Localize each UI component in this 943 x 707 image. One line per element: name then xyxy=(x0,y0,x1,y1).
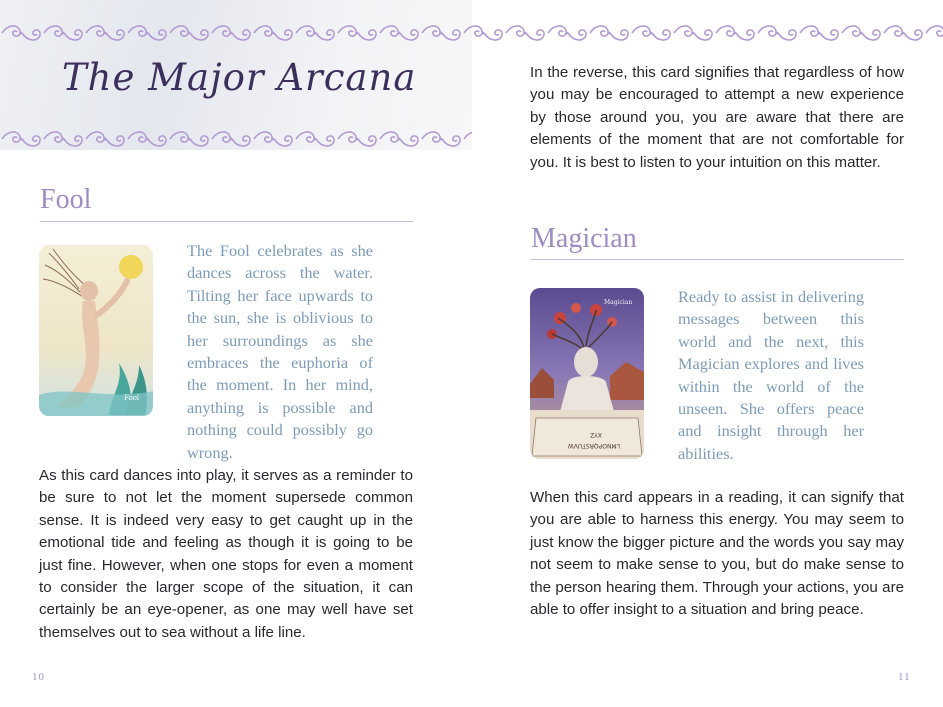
fool-body-paragraph: As this card dances into play, it serves as a reminder to be sure to not let the moment supersede common sense. It is indeed very easy to get caught up in the emotional tide and feeling as though it is going to be just fine. However, when one stops for even a moment to consider the larger scope of the situation, it can certainly be an eye-opener, as one may well have set themselves out to sea without a life line. xyxy=(39,467,413,641)
magician-section-title: Magician xyxy=(531,223,637,254)
svg-text:Magician: Magician xyxy=(604,299,633,306)
fool-reverse-paragraph: In the reverse, this card signifies that regardless of how you may be encouraged to attempt a new experience by those around you, you are aware that there are elements of the moment that are not comfortable for you. It is best to listen to your intuition on this matter. xyxy=(530,64,904,171)
left-page-number: 10 xyxy=(32,671,45,683)
svg-text:Fool: Fool xyxy=(124,394,140,402)
top-scroll-border xyxy=(0,22,943,44)
svg-text:XYZ: XYZ xyxy=(590,431,602,438)
svg-text:LMNOPQRSTUVW: LMNOPQRSTUVW xyxy=(567,442,620,449)
fool-heading-rule xyxy=(40,221,413,222)
bottom-scroll-border xyxy=(0,128,472,150)
fool-section-title: Fool xyxy=(40,184,92,215)
magician-card-illustration-icon xyxy=(530,288,644,459)
magician-blurb: Ready to assist in delivering messages between this world and the next, this Magician explores and lives within the world of the unseen. She offers peace and insight through her abilities. xyxy=(678,287,864,463)
fool-card-illustration-icon xyxy=(39,245,153,416)
right-page-number: 11 xyxy=(898,671,911,683)
magician-heading-rule xyxy=(531,259,904,260)
magician-body-paragraph: When this card appears in a reading, it can signify that you are able to harness this energy. You may seem to just know the bigger picture and the words you say may not seem to make sense to you, but do make sense to the person hearing them. Through your actions, you are able to offer insight to a situation and bring peace. xyxy=(530,489,904,619)
fool-card-image xyxy=(39,245,153,416)
chapter-title: The Major Arcana xyxy=(62,56,417,99)
fool-blurb: The Fool celebrates as she dances across the water. Tilting her face upwards to the sun, she is oblivious to her surroundings as she embraces the euphoria of the moment. In her mind, anything is possible and nothing could possibly go wrong. xyxy=(187,241,373,462)
magician-card-image xyxy=(530,288,644,459)
